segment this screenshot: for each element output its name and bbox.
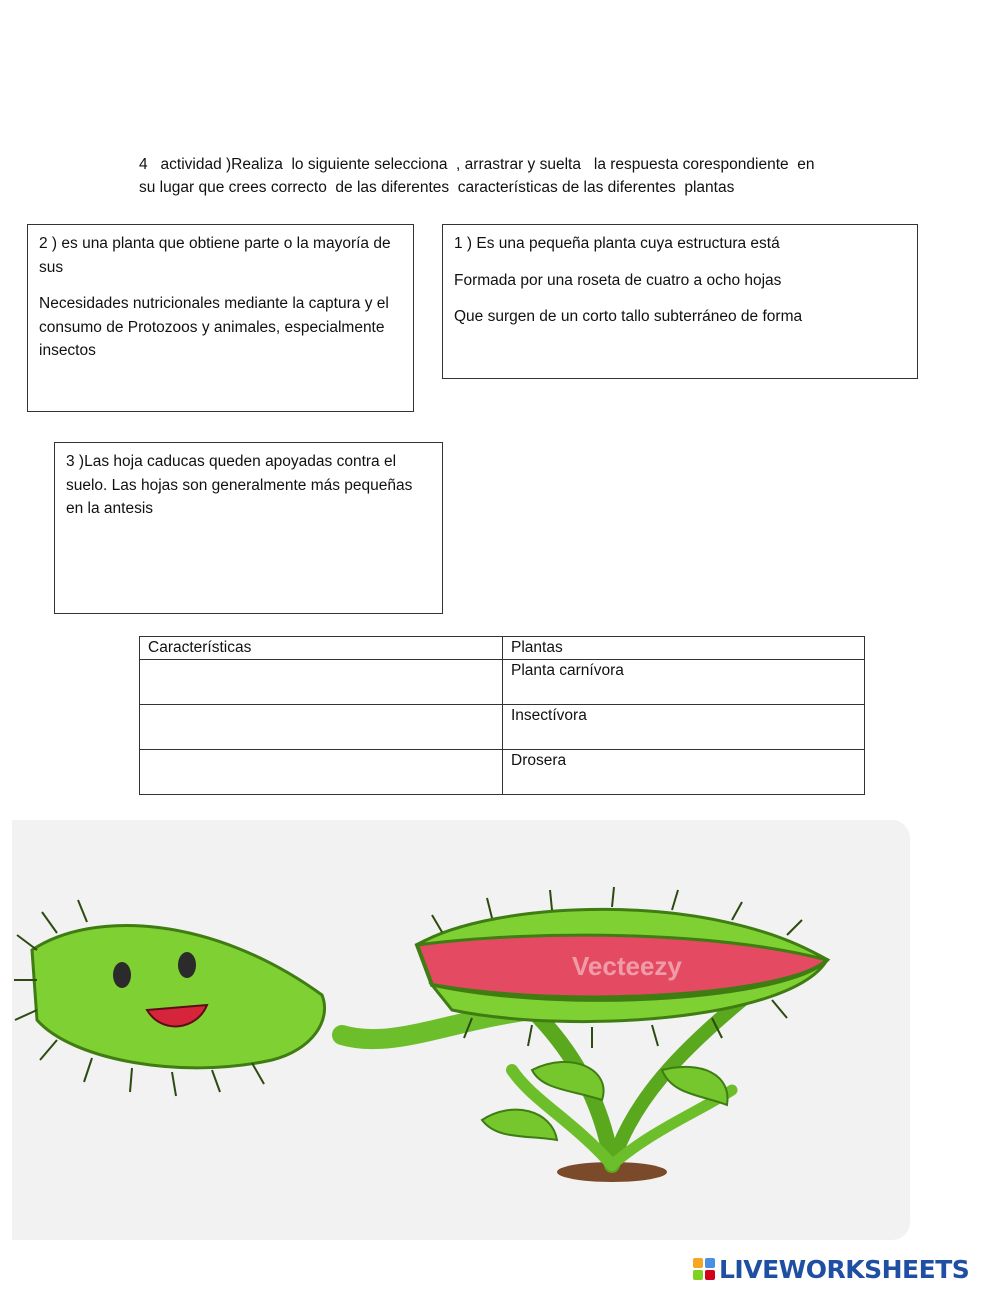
instructions-line-2: su lugar que crees correcto de las diferentes características de las diferentes plantas xyxy=(139,179,735,196)
venus-flytrap-illustration xyxy=(12,820,910,1240)
left-eye xyxy=(113,962,131,988)
drop-zone-row-2[interactable] xyxy=(140,705,503,750)
liveworksheets-icon xyxy=(693,1258,715,1280)
table-row xyxy=(140,705,865,750)
draggable-card-2[interactable] xyxy=(27,224,414,412)
table-row xyxy=(140,750,865,795)
card-2-text-2: Necesidades nutricionales mediante la captura y el consumo de Protozoos y animales, especialmente insectos xyxy=(39,295,389,359)
card-1-text-3: Que surgen de un corto tallo subterráneo de forma xyxy=(454,308,803,325)
draggable-card-3[interactable] xyxy=(54,442,443,614)
watermark-text: Vecteezy xyxy=(572,951,682,981)
venus-flytrap-drawing xyxy=(12,820,910,1240)
logo-square-icon xyxy=(705,1258,715,1268)
card-2-text-1: 2 ) es una planta que obtiene parte o la mayoría de sus xyxy=(39,235,391,276)
plant-name-cell: Planta carnívora xyxy=(503,660,865,705)
activity-instructions xyxy=(139,153,859,199)
drop-zone-row-3[interactable] xyxy=(140,750,503,795)
left-trap-head xyxy=(32,926,325,1068)
card-1-text-2: Formada por una roseta de cuatro a ocho hojas xyxy=(454,271,782,289)
table-header-row xyxy=(140,637,865,660)
header-caracteristicas: Características xyxy=(140,637,503,660)
liveworksheets-wordmark: LIVEWORKSHEETS xyxy=(719,1254,970,1284)
logo-square-icon xyxy=(693,1258,703,1268)
answer-table xyxy=(139,636,865,795)
leaf xyxy=(662,1067,728,1105)
header-plantas: Plantas xyxy=(503,637,865,660)
draggable-card-1[interactable] xyxy=(442,224,918,379)
liveworksheets-logo xyxy=(693,1253,969,1285)
plant-name-cell: Insectívora xyxy=(503,705,865,750)
logo-square-icon xyxy=(693,1270,703,1280)
right-eye xyxy=(178,952,196,978)
logo-square-icon xyxy=(705,1270,715,1280)
leaf xyxy=(482,1110,557,1140)
plant-name-cell: Drosera xyxy=(503,750,865,795)
card-3-text-1: 3 )Las hoja caducas queden apoyadas contra el suelo. Las hojas son generalmente más pequeñas en la antesis xyxy=(66,453,413,517)
table-row xyxy=(140,660,865,705)
card-1-text-1: 1 ) Es una pequeña planta cuya estructura está xyxy=(454,235,780,252)
instructions-line-1: 4 actividad )Realiza lo siguiente selecciona , arrastrar y suelta la respuesta corespondiente en xyxy=(139,156,815,173)
drop-zone-row-1[interactable] xyxy=(140,660,503,705)
